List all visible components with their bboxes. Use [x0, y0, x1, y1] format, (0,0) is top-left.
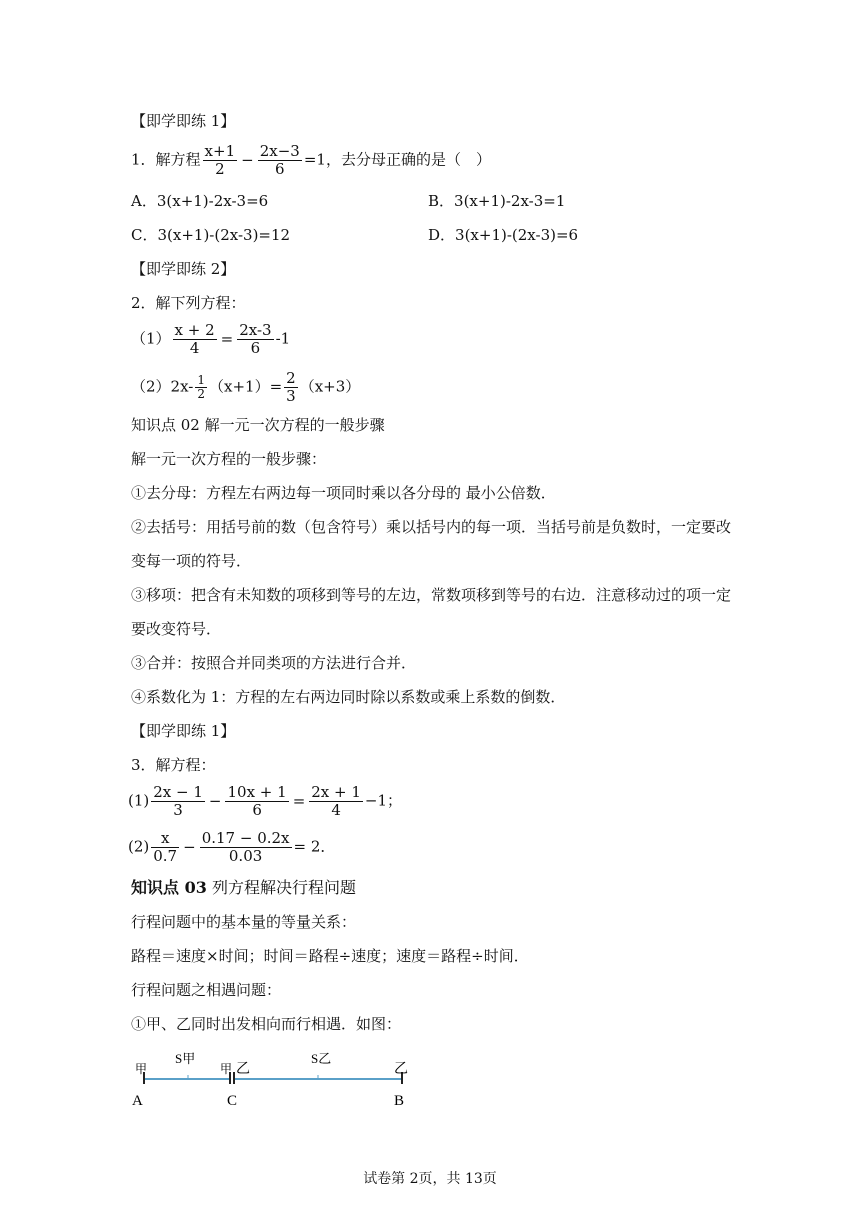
label-s-yi: S乙 — [311, 1051, 332, 1066]
step-line: ③合并：按照合并同类项的方法进行合并． — [131, 654, 417, 672]
q2-p1-f2-numerator: 2x-3 — [239, 321, 272, 339]
q2-p2-f1-denominator: 2 — [197, 387, 205, 401]
q1-minus: − — [241, 150, 254, 169]
question-2-title: 2．解下列方程： — [131, 294, 246, 312]
q2-p1-tail: -1 — [275, 329, 291, 348]
q1-f1-denominator: 2 — [215, 160, 225, 178]
q1-option-a: A．3(x+1)-2x-3=6 — [131, 192, 269, 210]
q3-equation-1 — [128, 784, 402, 819]
q2-p1-equals: = — [220, 329, 234, 348]
kp03-text: 列方程解决行程问题 — [211, 878, 356, 897]
q3-e1-fraction-2 — [225, 784, 288, 819]
q2-p2-f1-numerator: 1 — [197, 373, 205, 387]
q3-e2-label: (2) — [128, 837, 150, 856]
travel-line: 行程问题中的基本量的等量关系： — [131, 913, 357, 931]
label-yi-c: 乙 — [236, 1062, 250, 1077]
q2-p1-f1-numerator: x + 2 — [174, 321, 215, 339]
q2-p2-fraction-1 — [195, 374, 207, 401]
q3-e1-equals: = — [292, 791, 306, 810]
label-jia-a: 甲 — [135, 1062, 148, 1076]
q3-e1-fraction-1 — [151, 784, 205, 819]
q3-e1-label: (1) — [128, 791, 150, 810]
step-line: 要改变符号． — [131, 620, 222, 638]
q3-e2-minus: − — [183, 837, 196, 856]
q3-equation-2 — [128, 830, 335, 865]
q3-e2-fraction-1 — [151, 830, 179, 865]
label-point-c: C — [227, 1093, 238, 1109]
travel-line: 路程＝速度×时间；时间＝路程÷速度；速度＝路程÷时间． — [131, 947, 529, 965]
q2-p2-mid: （x+1）= — [209, 377, 283, 396]
label-s-jia: S甲 — [175, 1051, 196, 1066]
knowledge-point-02-title: 知识点 02 解一元一次方程的一般步骤 — [131, 416, 385, 434]
q1-suffix: ，去分母正确的是（ ） — [325, 150, 491, 169]
practice-heading-1: 【即学即练 1】 — [131, 112, 236, 130]
step-line: ③移项：把含有未知数的项移到等号的左边，常数项移到等号的右边．注意移动过的项一定 — [131, 586, 732, 604]
q1-fraction-1 — [203, 143, 238, 178]
q1-option-c: C．3(x+1)-(2x-3)=12 — [131, 226, 291, 244]
label-point-b: B — [394, 1093, 405, 1109]
q2-p1-fraction-2 — [237, 322, 273, 357]
q2-part-1 — [131, 322, 290, 357]
step-line: ①去分母：方程左右两边每一项同时乘以各分母的 最小公倍数． — [131, 484, 556, 502]
question-1-stem — [131, 143, 491, 178]
q1-rhs: =1 — [303, 150, 326, 169]
practice-heading-3: 【即学即练 1】 — [131, 722, 236, 740]
meeting-diagram — [130, 1048, 430, 1112]
q2-p1-f1-denominator: 4 — [189, 339, 200, 357]
q1-f2-denominator: 6 — [274, 160, 285, 178]
question-3-title: 3．解方程： — [131, 756, 216, 774]
q3-e2-f1-denominator: 0.7 — [153, 847, 178, 865]
q3-e1-f3-denominator: 4 — [331, 801, 341, 819]
q3-e1-f1-denominator: 3 — [173, 801, 183, 819]
q3-e1-f1-numerator: 2x − 1 — [153, 783, 203, 801]
steps-intro: 解一元一次方程的一般步骤： — [131, 450, 327, 468]
q3-e1-minus: − — [208, 791, 222, 810]
q1-fraction-2 — [258, 143, 302, 178]
kp03-label: 知识点 03 — [131, 878, 207, 897]
label-jia-c: 甲 — [220, 1062, 233, 1076]
q2-p1-label: （1） — [131, 329, 171, 348]
q3-e2-tail: = 2． — [293, 837, 336, 856]
q3-e2-fraction-2 — [200, 830, 292, 865]
q2-p2-f2-numerator: 2 — [286, 369, 296, 387]
step-line: 变每一项的符号． — [131, 552, 252, 570]
q2-p2-f2-denominator: 3 — [286, 387, 296, 405]
q2-p1-f2-denominator: 6 — [250, 339, 261, 357]
practice-heading-2: 【即学即练 2】 — [131, 260, 236, 278]
travel-line: ①甲、乙同时出发相向而行相遇．如图： — [131, 1015, 402, 1033]
step-line: ④系数化为 1：方程的左右两边同时除以系数或乘上系数的倒数． — [131, 688, 566, 706]
q1-f2-numerator: 2x−3 — [259, 142, 300, 160]
q2-part-2 — [131, 370, 360, 405]
q2-p2-label: （2）2x- — [131, 377, 194, 396]
q3-e2-f1-numerator: x — [151, 830, 179, 848]
step-line: ②去括号：用括号前的数（包含符号）乘以括号内的每一项．当括号前是负数时，一定要改 — [131, 518, 732, 536]
q3-e1-fraction-3 — [309, 784, 363, 819]
label-yi-b: 乙 — [394, 1062, 408, 1077]
page-footer: 试卷第 2页，共 13页 — [363, 1171, 497, 1187]
q1-f1-numerator: x+1 — [204, 142, 236, 160]
q3-e1-f2-denominator: 6 — [252, 801, 262, 819]
q3-e1-f3-numerator: 2x + 1 — [311, 783, 361, 801]
label-point-a: A — [132, 1093, 143, 1109]
q3-e2-f2-numerator: 0.17 − 0.2x — [201, 829, 290, 847]
knowledge-point-03-title — [131, 878, 356, 898]
q3-e1-f2-numerator: 10x + 1 — [227, 783, 287, 801]
q2-p2-fraction-2 — [284, 370, 298, 405]
q3-e1-tail: −1； — [364, 791, 403, 810]
q1-prefix: 1．解方程 — [131, 150, 201, 169]
q2-p2-tail: （x+3） — [299, 377, 361, 396]
q2-p1-fraction-1 — [173, 322, 217, 357]
q1-option-d: D．3(x+1)-(2x-3)=6 — [428, 226, 579, 244]
q3-e2-f2-denominator: 0.03 — [228, 847, 263, 865]
travel-line: 行程问题之相遇问题： — [131, 981, 282, 999]
q1-option-b: B．3(x+1)-2x-3=1 — [428, 192, 566, 210]
